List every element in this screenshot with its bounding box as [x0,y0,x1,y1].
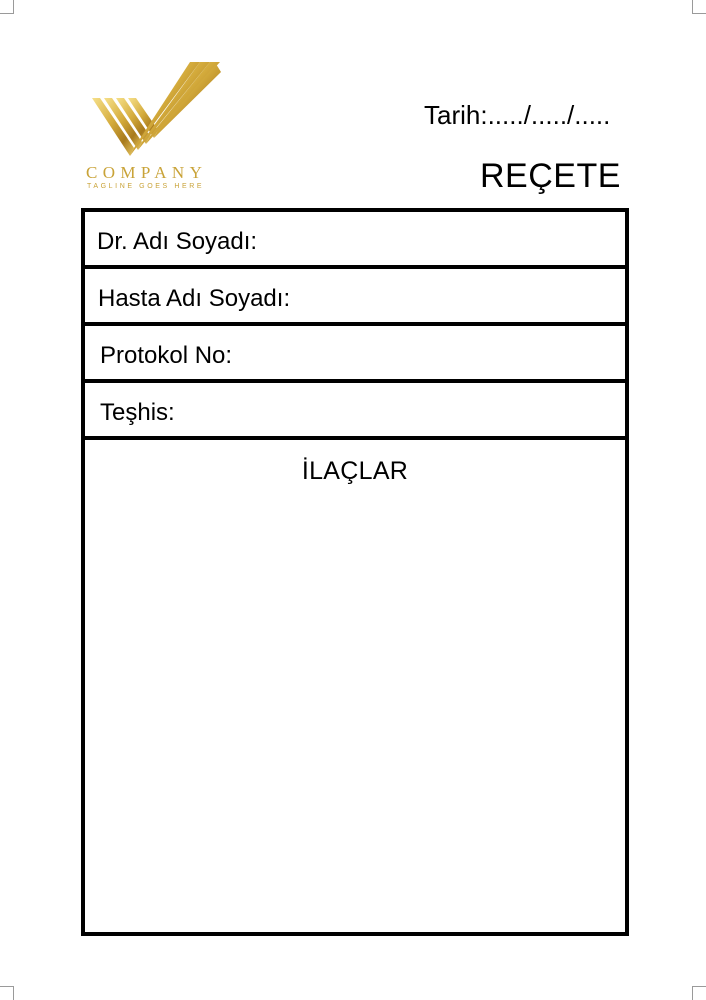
prescription-form [81,208,629,936]
field-row-doctor [85,212,625,269]
logo-emblem-icon [90,60,222,160]
document-title: REÇETE [480,157,621,195]
diagnosis-label: Teşhis: [100,399,175,426]
field-row-protocol [85,326,625,383]
protocol-number-label: Protokol No: [100,342,233,369]
company-tagline: TAGLINE GOES HERE [87,183,205,190]
field-row-patient [85,269,625,326]
medications-area [85,440,625,930]
date-field: Tarih:...../...../..... [424,100,611,130]
crop-mark-bottom-left [0,986,14,1000]
doctor-name-label: Dr. Adı Soyadı: [97,228,258,255]
field-row-diagnosis [85,383,625,440]
crop-mark-bottom-right [692,986,706,1000]
patient-name-label: Hasta Adı Soyadı: [98,285,291,312]
company-logo [84,60,234,195]
medications-heading: İLAÇLAR [301,457,409,485]
crop-mark-top-left [0,0,14,14]
crop-mark-top-right [692,0,706,14]
company-name: COMPANY [86,163,208,182]
